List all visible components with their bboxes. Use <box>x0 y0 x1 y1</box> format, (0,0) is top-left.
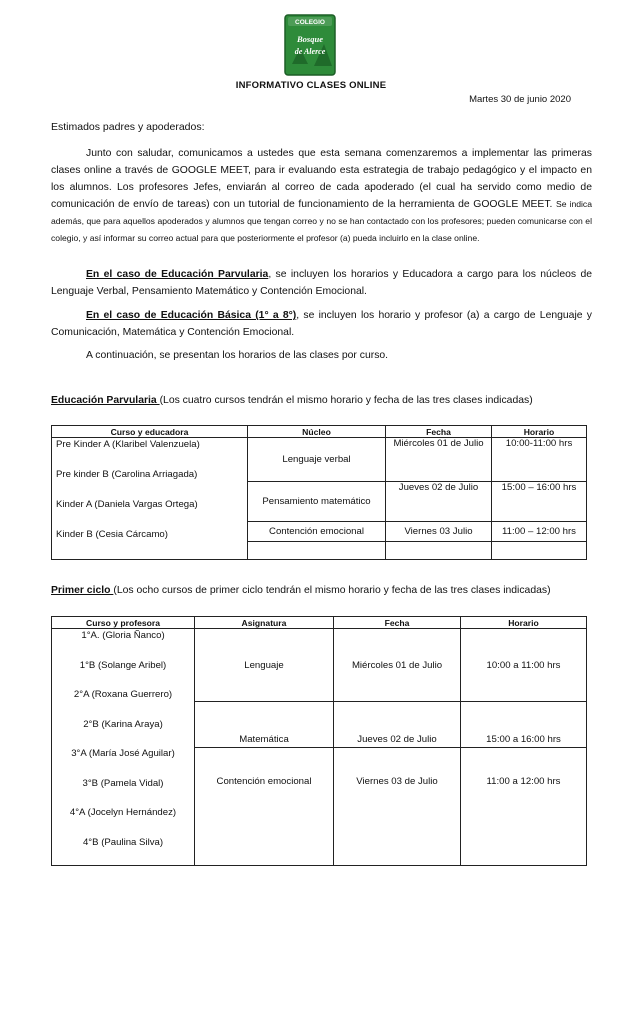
course-item: Kinder B (Cesia Cárcamo) <box>56 529 168 540</box>
time-cell: 15:00 a 16:00 hrs <box>461 702 587 748</box>
course-item: 1°A. (Gloria Ñanco) <box>81 630 165 641</box>
subject-cell: Lenguaje <box>195 629 334 702</box>
primer-ciclo-heading: Primer ciclo <box>51 585 114 596</box>
logo-top-text: COLEGIO <box>295 19 325 26</box>
intro-small-text: Se indica además, que para aquellos apoderados y alumnos que tengan correo y no se han contactado con los profesores; pueden comunicarse con el colegio, y así informar su correo actual para que posteriormente el profesor (a) pueda incluirlo en la clase online. <box>51 199 593 243</box>
header-course: Curso y educadora <box>52 426 248 438</box>
course-item: 2°B (Karina Araya) <box>83 718 163 730</box>
paragraph-basica <box>51 307 592 341</box>
course-item: 4°A (Jocelyn Hernández) <box>69 807 177 818</box>
primer-ciclo-note: (Los ocho cursos de primer ciclo tendrán el mismo horario y fecha de las tres clases indicadas) <box>113 585 551 596</box>
schedule-intro-text: A continuación, se presentan los horarios de las clases por curso. <box>86 350 389 361</box>
course-list <box>52 629 195 866</box>
primer-ciclo-schedule-table <box>51 616 587 866</box>
time-cell: 11:00 – 12:00 hrs <box>492 522 587 542</box>
greeting: Estimados padres y apoderados: <box>51 121 205 133</box>
section-primer-ciclo-heading <box>51 585 551 596</box>
header-date: Fecha <box>386 426 492 438</box>
table-row <box>52 629 587 702</box>
table-row <box>52 438 587 482</box>
course-item: 3°B (Pamela Vidal) <box>82 777 164 789</box>
parvularia-heading: Educación Parvularia <box>51 395 160 406</box>
course-item: Kinder A (Daniela Vargas Ortega) <box>56 499 198 510</box>
course-item: 2°A (Roxana Guerrero) <box>73 689 173 700</box>
date-cell: Viernes 03 Julio <box>386 522 492 542</box>
intro-main-text: Junto con saludar, comunicamos a ustedes que esta semana comenzaremos a implementar las primeras clases online a través de GOOGLE MEET, para ir evaluando esta estrategia de trabajo pedagógico y el impacto en los alumnos. Los profesores Jefes, enviarán al correo de cada apoderado (el cual ha servido como medio de comunicación de envío de tareas) con un tutorial de funcionamiento de la herramienta de GOOGLE MEET. <box>51 148 592 210</box>
header-time: Horario <box>461 617 587 629</box>
section-parvularia-heading <box>51 395 533 406</box>
parvularia-note: (Los cuatro cursos tendrán el mismo horario y fecha de las tres clases indicadas) <box>159 395 533 406</box>
course-list <box>52 438 248 560</box>
paragraph-schedule-intro <box>51 347 592 364</box>
subject-cell: Lenguaje verbal <box>248 438 386 482</box>
header-course: Curso y profesora <box>52 617 195 629</box>
date-cell: Viernes 03 de Julio <box>334 748 461 866</box>
paragraph-intro <box>51 145 592 247</box>
parvularia-label: En el caso de Educación Parvularia <box>86 269 269 280</box>
date-cell: Miércoles 01 de Julio <box>334 629 461 702</box>
parvularia-text: , se incluyen los horarios y Educadora a cargo para los núcleos de Lenguaje Verbal, Pensamiento Matemático y Contención Emocional. <box>51 269 593 297</box>
header-subject: Núcleo <box>248 426 386 438</box>
time-cell: 11:00 a 12:00 hrs <box>461 748 587 866</box>
logo-line1: Bosque <box>297 34 323 44</box>
time-cell: 10:00-11:00 hrs <box>492 438 587 482</box>
basica-text: , se incluyen los horario y profesor (a) a cargo de Lenguaje y Comunicación, Matemática y Contención Emocional. <box>51 310 592 338</box>
header-subject: Asignatura <box>195 617 334 629</box>
time-cell: 10:00 a 11:00 hrs <box>461 629 587 702</box>
parvularia-schedule-table <box>51 425 587 560</box>
header-date: Fecha <box>334 617 461 629</box>
header-time: Horario <box>492 426 587 438</box>
date-cell: Miércoles 01 de Julio <box>386 438 492 482</box>
school-logo <box>284 14 336 76</box>
course-item: 1°B (Solange Aribel) <box>79 659 167 671</box>
table-header-row <box>52 617 587 629</box>
subject-cell: Matemática <box>195 702 334 748</box>
time-cell: 15:00 – 16:00 hrs <box>492 482 587 522</box>
course-item: Pre Kinder A (Klaribel Valenzuela) <box>56 439 200 450</box>
subject-cell: Contención emocional <box>248 522 386 542</box>
basica-label: En el caso de Educación Básica (1° a 8°) <box>86 310 297 321</box>
logo-line2: de Alerce <box>294 47 326 56</box>
course-item: 4°B (Paulina Silva) <box>82 836 164 848</box>
document-date: Martes 30 de junio 2020 <box>469 94 571 105</box>
date-cell: Jueves 02 de Julio <box>334 702 461 748</box>
date-cell: Jueves 02 de Julio <box>386 482 492 522</box>
paragraph-parvularia <box>51 266 592 300</box>
table-header-row <box>52 426 587 438</box>
subject-cell: Pensamiento matemático <box>248 482 386 522</box>
course-item: 3°A (María José Aguilar) <box>71 748 175 759</box>
document-title: INFORMATIVO CLASES ONLINE <box>235 80 387 91</box>
subject-cell: Contención emocional <box>195 748 334 866</box>
course-item: Pre kinder B (Carolina Arriagada) <box>56 469 198 480</box>
